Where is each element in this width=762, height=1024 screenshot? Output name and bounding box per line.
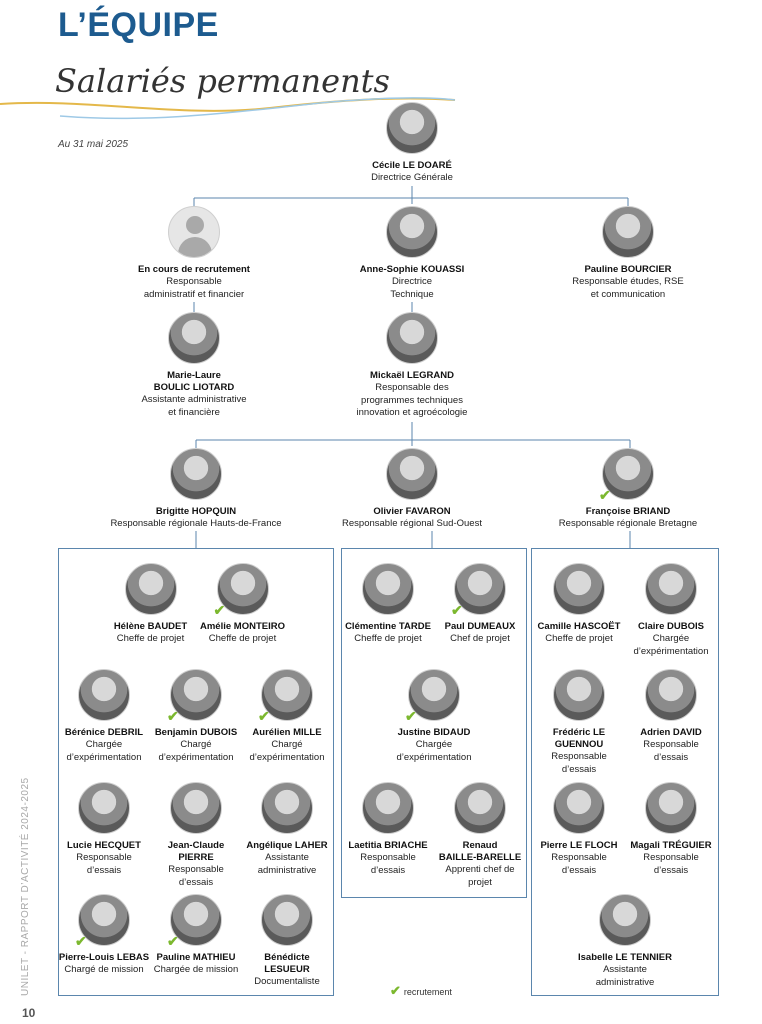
avatar (454, 782, 506, 834)
avatar (167, 669, 222, 724)
person-role: d’expérimentation (66, 751, 142, 763)
person-name: Cécile LE DOARÉ (372, 160, 452, 171)
person-name: Marie-Laure (167, 370, 221, 381)
avatar (405, 669, 460, 724)
check-icon: ✔ (258, 708, 270, 724)
check-icon: ✔ (75, 933, 87, 949)
avatar (386, 312, 438, 364)
avatar (645, 563, 697, 615)
person-role: administrative (595, 976, 655, 988)
legend (390, 984, 452, 998)
person-card (195, 563, 290, 646)
person-role: Responsable (360, 852, 416, 863)
person-name: Brigitte HOPQUIN (155, 506, 237, 517)
avatar (645, 782, 697, 834)
person-card (96, 448, 296, 531)
person-role: Directrice (391, 276, 433, 287)
person-card (434, 563, 526, 646)
person-name: Camille HASCOËT (537, 621, 621, 632)
person-card (150, 669, 242, 764)
person-name: Lucie HECQUET (67, 840, 141, 851)
person-card (342, 563, 434, 646)
person-role: programmes techniques (361, 394, 463, 406)
avatar (261, 782, 313, 834)
person-name: Pierre-Louis LEBAS (58, 952, 150, 963)
person-name: Bérénice DEBRIL (64, 727, 144, 738)
date-label: Au 31 mai 2025 (58, 139, 129, 150)
person-role: d’expérimentation (249, 751, 325, 763)
person-role: Technique (390, 288, 434, 300)
person-role: administratif et financier (143, 288, 245, 300)
person-card (327, 312, 497, 420)
check-icon: ✔ (451, 602, 463, 618)
avatar (602, 206, 654, 258)
person-name: Pauline MATHIEU (156, 952, 236, 963)
person-card (528, 448, 728, 531)
person-card (109, 206, 279, 301)
avatar (645, 669, 697, 721)
avatar (75, 894, 130, 949)
person-card (327, 102, 497, 185)
person-card (312, 448, 512, 531)
person-card (241, 782, 333, 877)
check-icon: ✔ (405, 708, 417, 724)
person-role: Responsable (551, 852, 607, 863)
person-role: administrative (257, 864, 317, 876)
person-name: Angélique LAHER (246, 840, 328, 851)
person-card (327, 206, 497, 301)
person-role: Responsable (643, 739, 699, 750)
person-name: Frédéric LE GUENNOU (552, 727, 606, 750)
person-name: Anne-Sophie KOUASSI (359, 264, 465, 275)
avatar (553, 563, 605, 615)
person-card (58, 894, 150, 977)
person-card (58, 669, 150, 764)
person-name: Pauline BOURCIER (584, 264, 672, 275)
person-card (434, 782, 526, 889)
person-name: Bénédicte LESUEUR (264, 952, 310, 975)
avatar (78, 669, 130, 721)
avatar (78, 782, 130, 834)
avatar (258, 669, 313, 724)
person-name: Laetitia BRIACHE (348, 840, 428, 851)
person-role: Documentaliste (254, 976, 320, 987)
person-name: Adrien DAVID (640, 727, 702, 738)
person-name: Justine BIDAUD (397, 727, 471, 738)
person-name: Magali TRÉGUIER (630, 840, 712, 851)
person-card (241, 669, 333, 764)
person-card (624, 782, 718, 877)
person-role: Responsable régional Sud-Ouest (342, 518, 482, 529)
avatar (451, 563, 506, 618)
person-card (150, 894, 242, 977)
person-role: Cheffe de projet (354, 633, 422, 644)
section-subtitle: Salariés permanents (55, 62, 390, 100)
person-role: d’essais (653, 751, 689, 763)
person-role: Chef de projet (450, 633, 510, 644)
avatar (362, 782, 414, 834)
page-number: 10 (22, 1006, 36, 1020)
person-role: Responsable (643, 852, 699, 863)
avatar (362, 563, 414, 615)
person-card (624, 563, 718, 658)
person-role: d’expérimentation (158, 751, 234, 763)
person-role: Responsable régionale Bretagne (558, 518, 698, 529)
legend-label: recrutement (403, 987, 452, 997)
person-role: Chargée (652, 633, 690, 644)
person-role: d’essais (370, 864, 406, 876)
avatar (261, 894, 313, 946)
person-name: Renaud (462, 840, 498, 851)
person-card (532, 669, 626, 776)
person-role: Chargée (415, 739, 453, 750)
person-name: BOULIC LIOTARD (153, 382, 235, 393)
person-card (374, 669, 494, 764)
check-icon: ✔ (390, 983, 401, 998)
person-name: Pierre LE FLOCH (540, 840, 618, 851)
avatar (599, 448, 654, 503)
check-icon: ✔ (167, 708, 179, 724)
avatar (170, 448, 222, 500)
side-report-label: UNILET - RAPPORT D’ACTIVITÉ 2024-2025 (20, 777, 31, 996)
person-role: d’essais (561, 763, 597, 775)
person-card (342, 782, 434, 877)
person-role: d’expérimentation (396, 751, 472, 763)
check-icon: ✔ (213, 602, 226, 618)
check-icon: ✔ (599, 487, 611, 503)
person-role: d’essais (561, 864, 597, 876)
avatar (168, 312, 220, 364)
person-role: et financière (168, 406, 220, 418)
person-card (624, 669, 718, 764)
person-name: En cours de recrutement (138, 264, 250, 275)
person-role: Responsable (76, 852, 132, 863)
person-role: Chargé de mission (64, 964, 144, 975)
person-name: Amélie MONTEIRO (200, 621, 285, 632)
person-role: et communication (590, 288, 666, 300)
avatar (553, 669, 605, 721)
person-name: Françoise BRIAND (585, 506, 671, 517)
person-role: d’expérimentation (633, 645, 709, 657)
avatar (599, 894, 651, 946)
person-role: Chargé (271, 739, 303, 750)
person-name: BAILLE-BARELLE (438, 852, 522, 863)
person-role: Chargée (85, 739, 123, 750)
person-role: Responsable régionale Hauts-de-France (110, 518, 282, 529)
person-name: Benjamin DUBOIS (154, 727, 238, 738)
person-role: Chargé (180, 739, 212, 750)
person-role: Directrice Générale (371, 172, 453, 183)
person-role: Responsable études, RSE (572, 276, 684, 287)
avatar (386, 206, 438, 258)
person-card (58, 782, 150, 877)
person-name: Hélène BAUDET (113, 621, 188, 632)
person-card (543, 206, 713, 301)
person-card (103, 563, 198, 646)
person-name: Jean-Claude PIERRE (167, 840, 225, 863)
person-role: d’essais (653, 864, 689, 876)
person-role: Cheffe de projet (116, 633, 185, 644)
person-name: Claire DUBOIS (638, 621, 704, 632)
person-role: Responsable (168, 864, 224, 875)
person-name: Aurélien MILLE (252, 727, 322, 738)
person-name: Mickaël LEGRAND (370, 370, 454, 381)
person-name: Olivier FAVARON (373, 506, 451, 517)
person-role: Assistante (603, 964, 647, 975)
person-role: d’essais (178, 876, 214, 888)
avatar (170, 782, 222, 834)
person-role: projet (468, 876, 492, 888)
person-role: innovation et agroécologie (356, 407, 468, 418)
person-role: Responsable des (375, 382, 449, 393)
person-card (109, 312, 279, 419)
person-name: Paul DUMEAUX (444, 621, 516, 632)
person-card (532, 782, 626, 877)
person-role: Assistante (265, 852, 309, 863)
avatar (213, 563, 269, 618)
person-role: Cheffe de projet (208, 633, 277, 644)
person-card (150, 782, 242, 889)
avatar (386, 448, 438, 500)
person-role: Assistante administrative (141, 394, 247, 405)
person-role: Apprenti chef de (445, 864, 515, 875)
avatar (553, 782, 605, 834)
person-role: Cheffe de projet (545, 633, 613, 644)
check-icon: ✔ (167, 933, 179, 949)
page-title: L’ÉQUIPE (58, 6, 219, 44)
person-role: Chargée de mission (153, 964, 239, 975)
user-placeholder-icon (168, 206, 220, 258)
person-card (532, 563, 626, 646)
person-name: Clémentine TARDE (345, 621, 431, 632)
person-card (565, 894, 685, 989)
person-role: d’essais (86, 864, 122, 876)
avatar (125, 563, 177, 615)
avatar (386, 102, 438, 154)
person-role: Responsable (166, 276, 222, 287)
person-name: Isabelle LE TENNIER (578, 952, 672, 963)
person-role: Responsable (551, 751, 607, 762)
avatar (167, 894, 222, 949)
person-card (241, 894, 333, 989)
